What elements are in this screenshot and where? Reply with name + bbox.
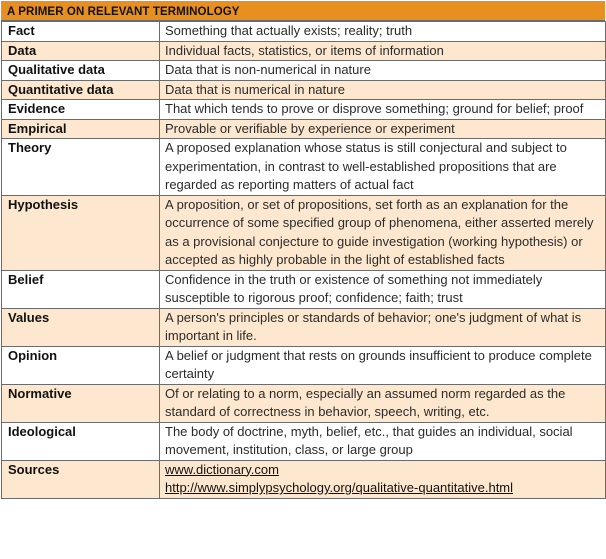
definition-opinion: A belief or judgment that rests on grounds insufficient to produce complete certainty xyxy=(160,346,606,384)
definition-ideological: The body of doctrine, myth, belief, etc., that guides an individual, social movement, institution, class, or large group xyxy=(160,422,606,460)
table-row xyxy=(2,460,606,498)
term-quantitative-data: Quantitative data xyxy=(2,80,160,100)
table-row xyxy=(2,22,606,42)
definition-evidence: That which tends to prove or disprove something; ground for belief; proof xyxy=(160,100,606,120)
table-title: A PRIMER ON RELEVANT TERMINOLOGY xyxy=(1,1,605,21)
terminology-primer xyxy=(1,1,605,499)
term-empirical: Empirical xyxy=(2,119,160,139)
definition-theory: A proposed explanation whose status is still conjectural and subject to experimentation, in contrast to well-established propositions that are regarded as reporting matters of actual fact xyxy=(160,139,606,196)
term-qualitative-data: Qualitative data xyxy=(2,61,160,81)
table-row xyxy=(2,308,606,346)
term-normative: Normative xyxy=(2,384,160,422)
term-belief: Belief xyxy=(2,270,160,308)
definition-hypothesis: A proposition, or set of propositions, set forth as an explanation for the occurrence of some specified group of phenomena, either asserted merely as a provisional conjecture to guide investigation (working hypothesis) or accepted as highly probable in the light of established facts xyxy=(160,195,606,270)
table-row xyxy=(2,139,606,196)
term-hypothesis: Hypothesis xyxy=(2,195,160,270)
term-data: Data xyxy=(2,41,160,61)
definition-qualitative-data: Data that is non-numerical in nature xyxy=(160,61,606,81)
definition-values: A person's principles or standards of behavior; one's judgment of what is important in life. xyxy=(160,308,606,346)
sources-links xyxy=(160,460,606,498)
table-row xyxy=(2,384,606,422)
table-row xyxy=(2,80,606,100)
term-evidence: Evidence xyxy=(2,100,160,120)
source-link-dictionary[interactable]: www.dictionary.com xyxy=(165,461,279,477)
term-values: Values xyxy=(2,308,160,346)
definition-empirical: Provable or verifiable by experience or experiment xyxy=(160,119,606,139)
table-row xyxy=(2,195,606,270)
table-row xyxy=(2,100,606,120)
term-sources: Sources xyxy=(2,460,160,498)
definition-normative: Of or relating to a norm, especially an assumed norm regarded as the standard of correctness in behavior, speech, writing, etc. xyxy=(160,384,606,422)
table-row xyxy=(2,119,606,139)
table-row xyxy=(2,422,606,460)
terminology-table xyxy=(1,21,606,499)
definition-belief: Confidence in the truth or existence of something not immediately susceptible to rigorous proof; confidence; faith; trust xyxy=(160,270,606,308)
term-opinion: Opinion xyxy=(2,346,160,384)
definition-fact: Something that actually exists; reality; truth xyxy=(160,22,606,42)
definition-data: Individual facts, statistics, or items of information xyxy=(160,41,606,61)
table-row xyxy=(2,270,606,308)
term-fact: Fact xyxy=(2,22,160,42)
source-link-simplypsychology[interactable]: http://www.simplypsychology.org/qualitative-quantitative.html xyxy=(165,480,514,495)
term-theory: Theory xyxy=(2,139,160,196)
table-row xyxy=(2,61,606,81)
definition-quantitative-data: Data that is numerical in nature xyxy=(160,80,606,100)
term-ideological: Ideological xyxy=(2,422,160,460)
table-row xyxy=(2,346,606,384)
table-row xyxy=(2,41,606,61)
